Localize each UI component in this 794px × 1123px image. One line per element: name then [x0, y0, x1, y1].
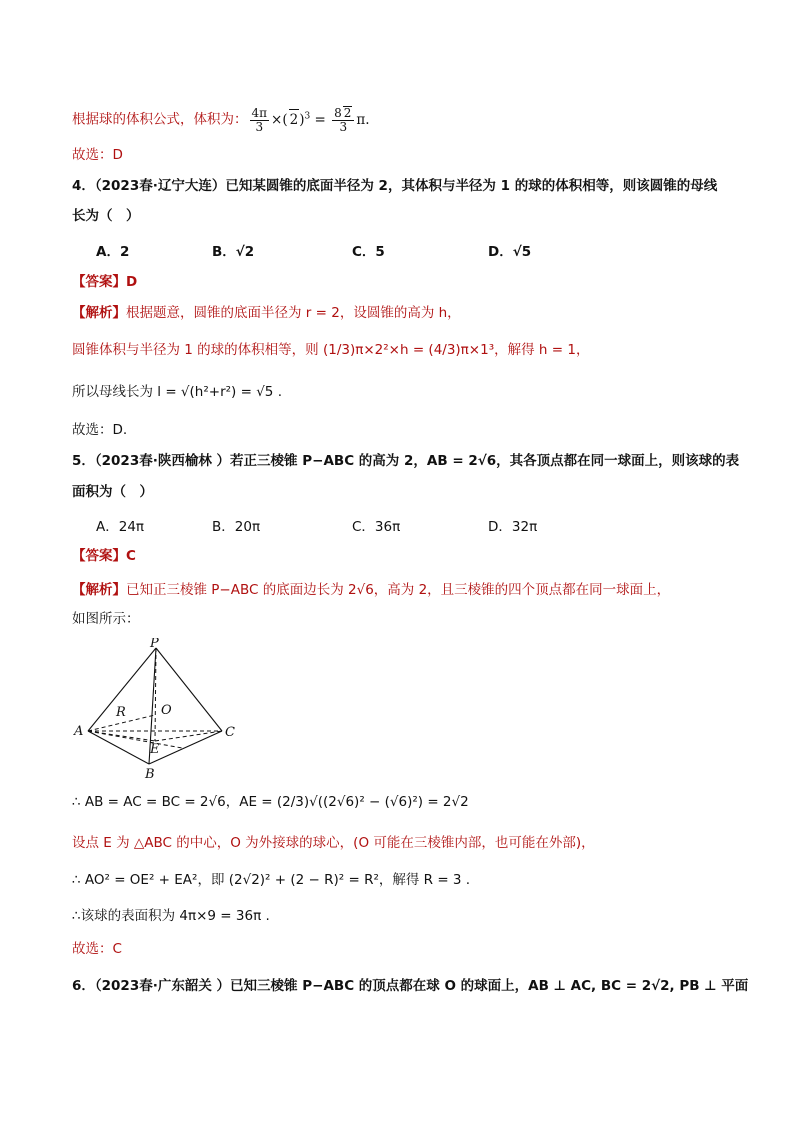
pyramid-figure [70, 638, 250, 783]
q4-stem-line2: 长为（ ） [72, 208, 140, 224]
label-c: C [225, 725, 235, 740]
prev-choice: 故选：D [72, 147, 123, 163]
q4-analysis-line3: 所以母线长为 l = √(h²+r²) = √5 . [72, 384, 282, 400]
q5-analysis-text1: 已知正三棱锥 P−ABC 的底面边长为 2√6，高为 2，且三棱锥的四个顶点都在同一球面上， [126, 582, 671, 598]
q4-answer-line [72, 272, 137, 292]
prev-volume-formula: $\frac{4\pi}{3}$ ×( 2)$^3$ = $\frac{8 2}{3}$ π. [251, 105, 370, 134]
q5-option-a: A．24π [96, 519, 145, 535]
q5-choice: 故选：C [72, 941, 122, 957]
q5-stem-line1: 5．（2023春·陕西榆林 ）若正三棱锥 P−ABC 的高为 2，AB = 2√6，其各顶点都在同一球面上，则该球的表 [72, 453, 740, 469]
q4-answer: D [126, 274, 138, 290]
label-e: E [150, 742, 160, 757]
q5-step2: 设点 E 为 △ABC 的中心，O 为外接球的球心，(O 可能在三棱锥内部，也可能在外部)， [72, 835, 595, 851]
label-p: P [150, 638, 159, 651]
q5-answer: C [126, 548, 136, 564]
q4-answer-tag: 【答案】 [72, 274, 126, 290]
q4-option-a: A．2 [96, 244, 130, 260]
q4-analysis-text1: 根据题意，圆锥的底面半径为 r = 2，设圆锥的高为 h， [126, 305, 461, 321]
q5-option-d: D．32π [488, 519, 538, 535]
q5-option-c: C．36π [352, 519, 401, 535]
q4-analysis-line2: 圆锥体积与半径为 1 的球的体积相等，则 (1/3)π×2²×h = (4/3)π×1³，解得 h = 1， [72, 342, 590, 358]
q4-stem-line1: 4．（2023春·辽宁大连）已知某圆锥的底面半径为 2，其体积与半径为 1 的球的体积相等，则该圆锥的母线 [72, 178, 718, 194]
q4-choice: 故选：D. [72, 422, 128, 438]
q5-answer-line [72, 546, 136, 566]
prev-volume-line [72, 106, 370, 134]
label-o: O [161, 703, 172, 718]
q5-step1: ∴ AB = AC = BC = 2√6，AE = (2/3)√((2√6)² − (√6)²) = 2√2 [72, 794, 469, 810]
q4-option-c: C．5 [352, 244, 385, 260]
q5-answer-tag: 【答案】 [72, 548, 126, 564]
q5-step4: ∴该球的表面积为 4π×9 = 36π . [72, 908, 270, 924]
label-b: B [145, 767, 155, 782]
q5-step3: ∴ AO² = OE² + EA²，即 (2√2)² + (2 − R)² = R²，解得 R = 3 . [72, 872, 471, 888]
q4-analysis-tag: 【解析】 [72, 305, 126, 321]
q5-analysis-line2: 如图所示： [72, 611, 140, 627]
prev-volume-intro: 根据球的体积公式，体积为： [72, 111, 248, 128]
q4-option-b: B．√2 [212, 244, 255, 260]
label-a: A [74, 724, 84, 739]
q5-analysis-line1 [72, 580, 670, 600]
q5-analysis-tag: 【解析】 [72, 582, 126, 598]
q5-stem-line2: 面积为（ ） [72, 484, 153, 500]
label-r: R [116, 705, 126, 720]
q4-option-d: D．√5 [488, 244, 532, 260]
q6-stem-line1: 6．（2023春·广东韶关 ）已知三棱锥 P−ABC 的顶点都在球 O 的球面上，AB ⊥ AC, BC = 2√2, PB ⊥ 平面 [72, 978, 749, 994]
q5-option-b: B．20π [212, 519, 261, 535]
q4-analysis-line1 [72, 303, 461, 323]
